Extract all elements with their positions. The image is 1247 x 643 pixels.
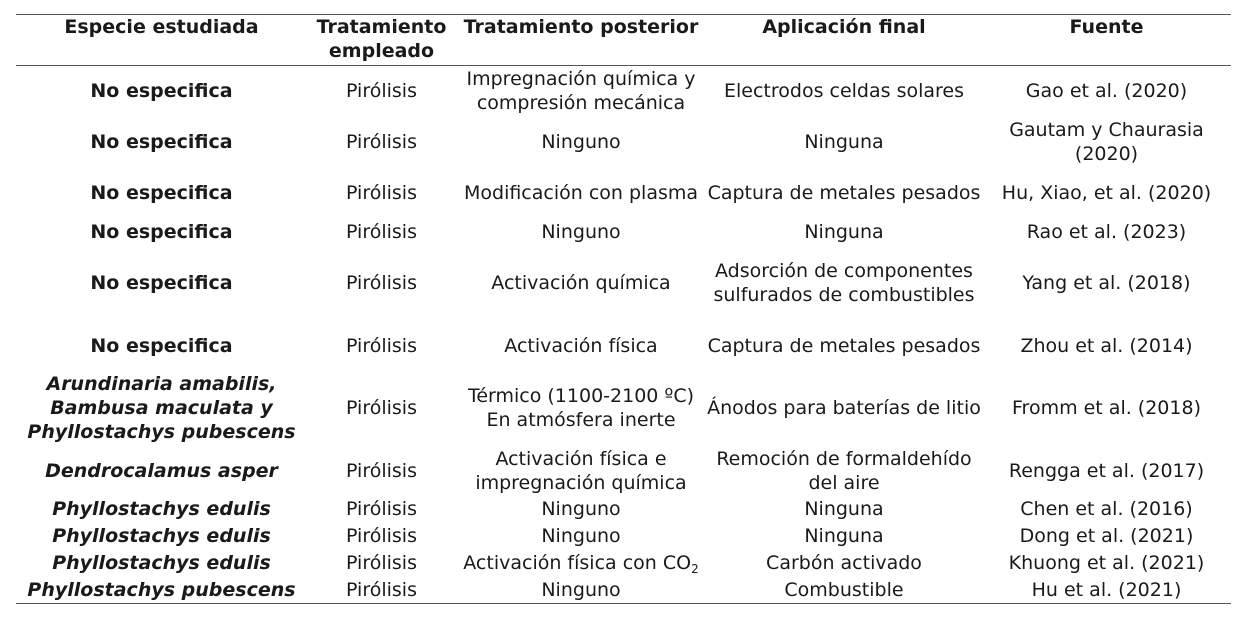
treatment-cell: Pirólisis <box>346 182 417 204</box>
post-treatment-cell: Térmico (1100-2100 ºC) En atmósfera inerte <box>467 385 695 431</box>
application-cell: Ninguna <box>804 498 884 520</box>
species-cell: No especifica <box>90 80 233 103</box>
table-row <box>16 371 1231 446</box>
header-post-treatment: Tratamiento posterior <box>463 16 699 38</box>
treatment-cell: Pirólisis <box>346 498 417 520</box>
species-cell: Phyllostachys edulis <box>52 525 271 547</box>
application-cell: Adsorción de componentes sulfurados de combustibles <box>713 259 975 306</box>
post-treatment-cell: Ninguno <box>541 525 621 547</box>
table-row <box>16 219 1231 245</box>
source-cell: Yang et al. (2018) <box>1022 271 1191 294</box>
post-treatment-cell: Ninguno <box>541 498 621 520</box>
table-row <box>16 523 1231 550</box>
treatment-cell: Pirólisis <box>346 220 417 243</box>
species-cell: No especifica <box>90 220 233 243</box>
source-cell: Khuong et al. (2021) <box>1008 552 1205 574</box>
species-cell: Phyllostachys edulis <box>52 552 271 574</box>
post-treatment-cell: Activación física <box>504 334 658 357</box>
species-cell: No especifica <box>90 334 233 357</box>
table-row <box>16 446 1231 496</box>
source-cell: Hu et al. (2021) <box>1031 578 1182 601</box>
source-cell: Zhou et al. (2014) <box>1020 334 1193 357</box>
application-cell: Ninguna <box>804 131 884 153</box>
header-species: Especie estudiada <box>64 16 259 38</box>
species-cell: Phyllostachys edulis <box>52 498 271 520</box>
table-row <box>16 550 1231 577</box>
source-cell: Fromm et al. (2018) <box>1012 397 1201 419</box>
post-treatment-cell: Ninguno <box>541 131 621 153</box>
application-cell: Remoción de formaldehído del aire <box>716 447 972 494</box>
treatment-cell: Pirólisis <box>346 578 417 601</box>
application-cell: Combustible <box>784 578 904 601</box>
post-treatment-cell <box>456 550 706 577</box>
species-cell: No especifica <box>90 271 233 294</box>
species-cell: Phyllostachys pubescens <box>27 578 296 601</box>
header-treatment: Tratamiento empleado <box>316 16 447 62</box>
source-cell: Rengga et al. (2017) <box>1008 459 1205 482</box>
subscript-2: 2 <box>691 562 699 576</box>
table-row <box>16 577 1231 604</box>
application-cell: Ninguna <box>804 220 884 243</box>
species-cell: Dendrocalamus asper <box>45 459 278 482</box>
treatment-cell: Pirólisis <box>346 459 417 482</box>
application-cell: Ninguna <box>804 525 884 547</box>
header-source: Fuente <box>1069 16 1144 38</box>
treatment-cell: Pirólisis <box>346 131 417 153</box>
table-row <box>16 321 1231 371</box>
application-cell: Electrodos celdas solares <box>724 80 964 103</box>
table-row <box>16 66 1231 117</box>
source-cell: Gautam y Chaurasia (2020) <box>1009 119 1204 165</box>
table-row <box>16 496 1231 523</box>
treatment-cell: Pirólisis <box>346 525 417 547</box>
header-application: Aplicación final <box>762 16 926 38</box>
post-treatment-cell: Ninguno <box>541 578 621 601</box>
data-table <box>16 14 1231 604</box>
post-treatment-cell: Impregnación química y compresión mecánica <box>466 68 696 115</box>
source-cell: Chen et al. (2016) <box>1020 498 1193 520</box>
source-cell: Dong et al. (2021) <box>1019 525 1194 547</box>
treatment-cell: Pirólisis <box>346 334 417 357</box>
treatment-cell: Pirólisis <box>346 271 417 294</box>
species-cell: Arundinaria amabilis, Bambusa maculata y Phyllostachys pubescens <box>27 373 296 443</box>
table-row <box>16 245 1231 321</box>
application-cell: Ánodos para baterías de litio <box>707 397 981 419</box>
table-row <box>16 117 1231 168</box>
post-treatment-cell: Activación física e impregnación química <box>475 447 687 494</box>
application-cell: Captura de metales pesados <box>707 182 981 204</box>
treatment-cell: Pirólisis <box>346 397 417 419</box>
post-treatment-cell: Modificación con plasma <box>463 182 699 204</box>
treatment-cell: Pirólisis <box>346 552 417 574</box>
source-cell: Gao et al. (2020) <box>1025 80 1188 103</box>
header-row <box>16 15 1231 66</box>
application-cell: Captura de metales pesados <box>707 334 981 357</box>
treatment-cell: Pirólisis <box>346 80 417 103</box>
application-cell: Carbón activado <box>766 552 922 574</box>
species-cell: No especifica <box>90 182 233 204</box>
source-cell: Rao et al. (2023) <box>1026 220 1187 243</box>
source-cell: Hu, Xiao, et al. (2020) <box>1001 182 1212 204</box>
species-cell: No especifica <box>90 131 233 153</box>
post-treatment-cell: Activación química <box>491 271 671 294</box>
post-treatment-cell: Ninguno <box>541 220 621 243</box>
table-row <box>16 168 1231 219</box>
post-treatment-text: Activación física con CO <box>463 552 692 574</box>
